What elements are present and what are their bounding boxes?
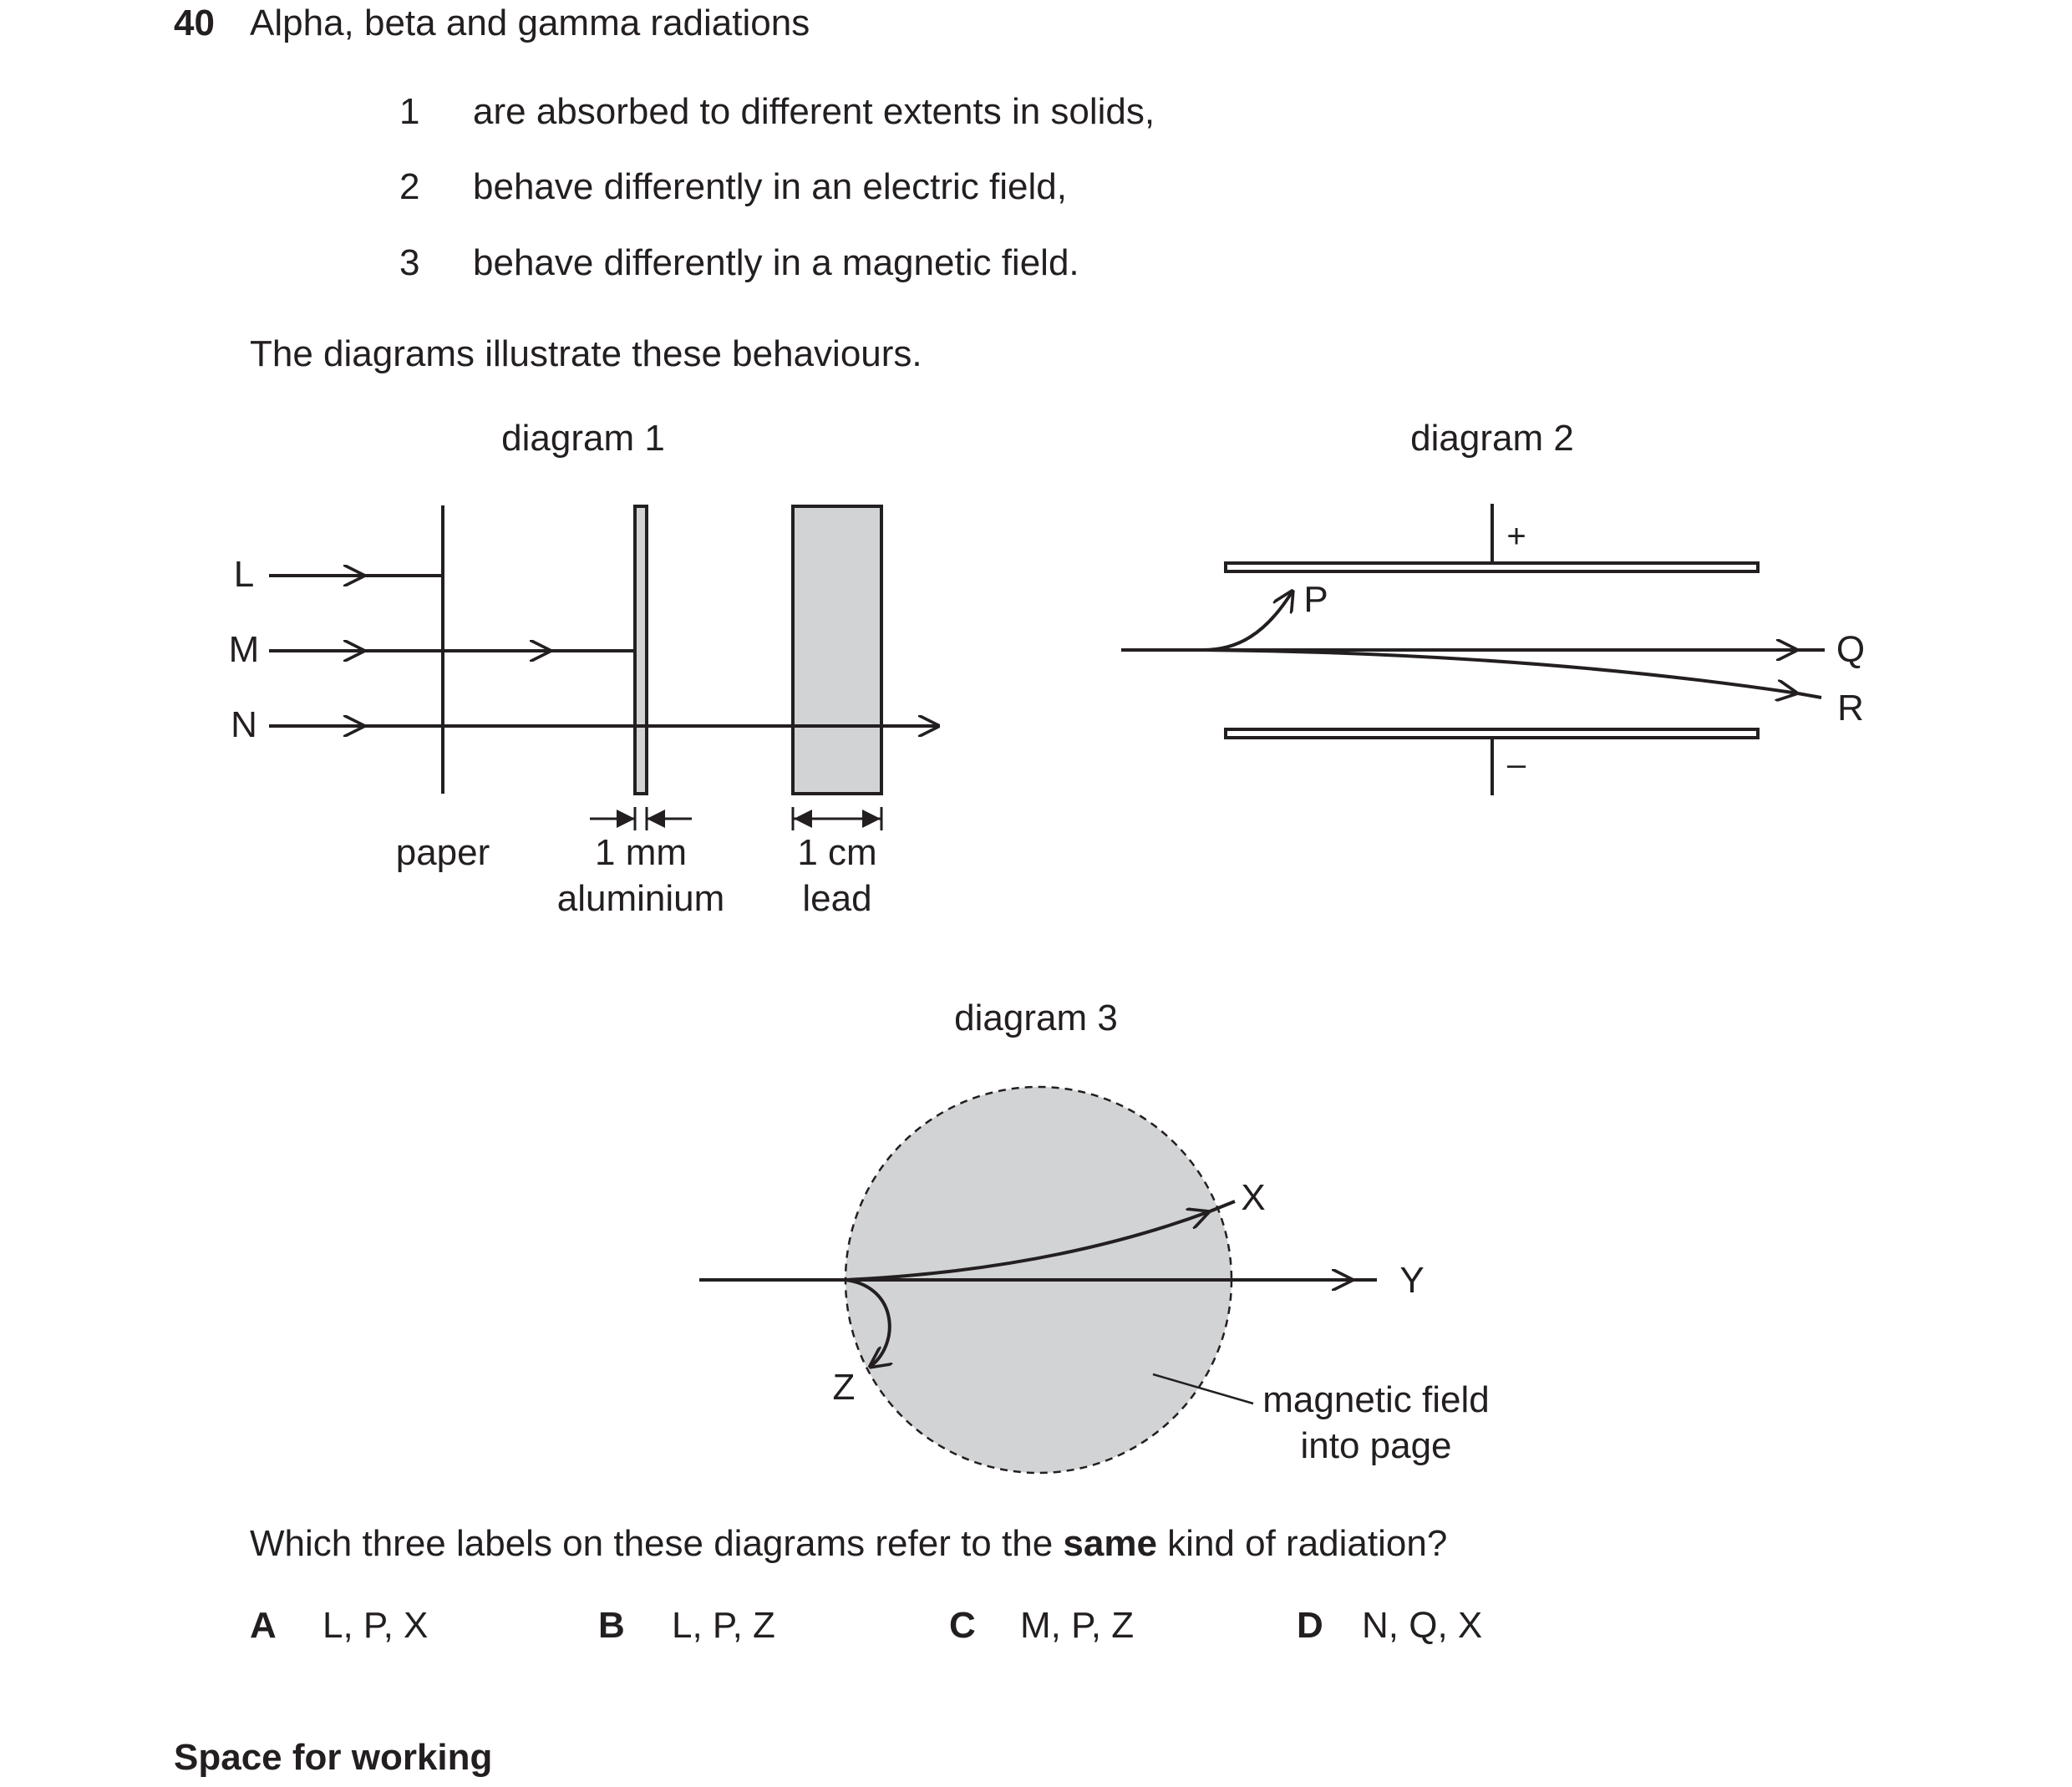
diagram-2-title: diagram 2 — [1410, 418, 1574, 459]
beam-r — [1203, 650, 1798, 693]
label-y: Y — [1399, 1260, 1424, 1301]
option-d-letter[interactable]: D — [1297, 1605, 1323, 1646]
statement-number: 2 — [399, 166, 420, 207]
label-p: P — [1303, 579, 1328, 620]
statement-text: are absorbed to different extents in solids, — [473, 91, 1155, 132]
lead-thickness-marker — [793, 807, 881, 830]
lead-block — [793, 506, 881, 794]
plus-sign: + — [1506, 518, 1526, 555]
aluminium-label: aluminium — [556, 878, 725, 919]
option-c-text[interactable]: M, P, Z — [1020, 1605, 1135, 1646]
field-label-line2: into page — [1300, 1425, 1452, 1466]
label-n: N — [231, 704, 257, 745]
beam-r-tail — [1798, 693, 1821, 698]
diagram-2 — [1121, 418, 1865, 795]
aluminium-thickness-label: 1 mm — [595, 832, 687, 873]
label-q: Q — [1836, 629, 1866, 670]
aluminium-thickness-marker — [590, 807, 692, 830]
minus-sign: – — [1506, 746, 1526, 783]
label-l: L — [233, 554, 255, 595]
statement-text: behave differently in an electric field, — [473, 166, 1067, 207]
question-ask-text: kind of radiation? — [1156, 1523, 1448, 1564]
field-label-line1: magnetic field — [1262, 1379, 1490, 1420]
statement-text: behave differently in a magnetic field. — [473, 242, 1079, 283]
diagram-3-title: diagram 3 — [954, 998, 1118, 1038]
option-c-letter[interactable]: C — [949, 1605, 976, 1646]
option-b-letter[interactable]: B — [598, 1605, 625, 1646]
diagram-3 — [699, 998, 1490, 1473]
intro-text: The diagrams illustrate these behaviours. — [250, 333, 922, 374]
lead-label: lead — [802, 878, 872, 919]
option-d-text[interactable]: N, Q, X — [1362, 1605, 1483, 1646]
lead-thickness-label: 1 cm — [797, 832, 877, 873]
option-b-text[interactable]: L, P, Z — [672, 1605, 775, 1646]
diagram-1-title: diagram 1 — [501, 418, 665, 459]
label-x: X — [1241, 1177, 1266, 1218]
question-stem: Alpha, beta and gamma radiations — [250, 3, 810, 43]
question-ask-emphasis: same — [1063, 1523, 1157, 1564]
diagram-1 — [229, 418, 940, 919]
label-r: R — [1837, 688, 1864, 729]
aluminium-sheet — [635, 506, 647, 794]
statement-number: 1 — [399, 91, 420, 132]
question-ask — [250, 1523, 1448, 1564]
label-m: M — [228, 629, 260, 670]
negative-plate — [1226, 729, 1758, 738]
question-number: 40 — [174, 3, 215, 43]
working-space-label: Space for working — [174, 1737, 493, 1778]
question-ask-text: Which three labels on these diagrams refer to the — [250, 1523, 1064, 1564]
option-a-letter[interactable]: A — [250, 1605, 277, 1646]
positive-plate — [1226, 563, 1758, 571]
option-a-text[interactable]: L, P, X — [322, 1605, 429, 1646]
statement-number: 3 — [399, 242, 420, 283]
paper-label: paper — [395, 832, 490, 873]
beam-p — [1203, 590, 1293, 650]
label-z: Z — [832, 1367, 856, 1408]
